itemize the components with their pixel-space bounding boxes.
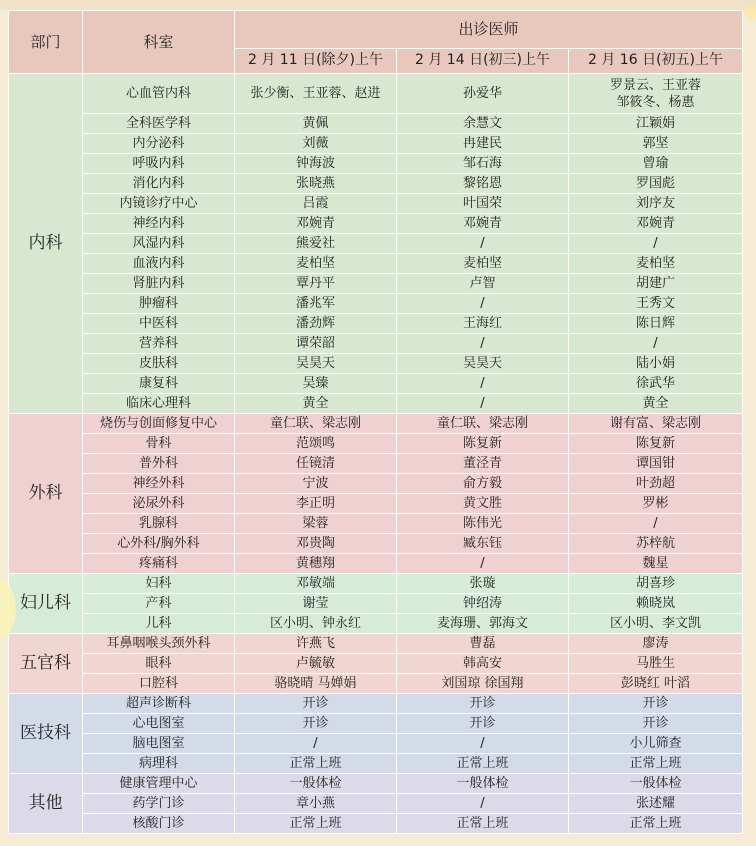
room-name: 产科 bbox=[83, 594, 235, 614]
table-row bbox=[9, 814, 743, 834]
doctor-cell-date3: 魏星 bbox=[569, 554, 743, 574]
doctor-cell-date2: 余慧文 bbox=[397, 114, 569, 134]
room-name: 心血管内科 bbox=[83, 74, 235, 114]
room-name: 神经外科 bbox=[83, 474, 235, 494]
doctor-cell-date2: 叶国荣 bbox=[397, 194, 569, 214]
doctor-cell-date1: 梁蓉 bbox=[235, 514, 397, 534]
doctor-cell-date1: 卢毓敏 bbox=[235, 654, 397, 674]
doctor-cell-date1: 童仁联、梁志刚 bbox=[235, 414, 397, 434]
doctor-cell-date1: 潘劲辉 bbox=[235, 314, 397, 334]
doctor-cell-date3: / bbox=[569, 234, 743, 254]
table-row bbox=[9, 494, 743, 514]
room-name: 内镜诊疗中心 bbox=[83, 194, 235, 214]
table-row bbox=[9, 454, 743, 474]
doctor-cell-date1: 黄穗翔 bbox=[235, 554, 397, 574]
doctor-cell-date1: 覃丹平 bbox=[235, 274, 397, 294]
room-name: 超声诊断科 bbox=[83, 694, 235, 714]
doctor-cell-date2: 邓婉青 bbox=[397, 214, 569, 234]
doctor-cell-date1: 李正明 bbox=[235, 494, 397, 514]
room-name: 内分泌科 bbox=[83, 134, 235, 154]
doctor-cell-date2: 陈伟光 bbox=[397, 514, 569, 534]
doctor-cell-date3: 郭坚 bbox=[569, 134, 743, 154]
doctor-cell-date1: 开诊 bbox=[235, 694, 397, 714]
table-row bbox=[9, 714, 743, 734]
table-row bbox=[9, 614, 743, 634]
doctor-cell-date2: 吴昊天 bbox=[397, 354, 569, 374]
doctor-cell-date1: 邓婉青 bbox=[235, 214, 397, 234]
doctor-cell-date2: 俞方毅 bbox=[397, 474, 569, 494]
table-row bbox=[9, 474, 743, 494]
table-row bbox=[9, 374, 743, 394]
doctor-cell-date3: 邓婉青 bbox=[569, 214, 743, 234]
doctor-cell-date3: 正常上班 bbox=[569, 814, 743, 834]
room-name: 乳腺科 bbox=[83, 514, 235, 534]
doctor-cell-date3: 胡喜珍 bbox=[569, 574, 743, 594]
doctor-cell-date1: 区小明、钟永红 bbox=[235, 614, 397, 634]
room-name: 风湿内科 bbox=[83, 234, 235, 254]
doctor-cell-date1: / bbox=[235, 734, 397, 754]
doctor-cell-date3: 陈日辉 bbox=[569, 314, 743, 334]
room-name: 儿科 bbox=[83, 614, 235, 634]
doctor-cell-date3: 黄全 bbox=[569, 394, 743, 414]
header-date-1: 2 月 11 日(除夕)上午 bbox=[235, 48, 397, 73]
doctor-cell-date1: 吴臻 bbox=[235, 374, 397, 394]
room-name: 肿瘤科 bbox=[83, 294, 235, 314]
doctor-cell-date1: 骆晓晴 马婵娟 bbox=[235, 674, 397, 694]
doctor-cell-date2: 刘国琼 徐国翔 bbox=[397, 674, 569, 694]
room-name: 眼科 bbox=[83, 654, 235, 674]
room-name: 消化内科 bbox=[83, 174, 235, 194]
table-row bbox=[9, 794, 743, 814]
doctor-cell-date2: 臧东钰 bbox=[397, 534, 569, 554]
doctor-cell-date1: 章小燕 bbox=[235, 794, 397, 814]
doctor-cell-date3: 张述耀 bbox=[569, 794, 743, 814]
doctor-cell-date2: 一般体检 bbox=[397, 774, 569, 794]
doctor-cell-date1: 范颂鸣 bbox=[235, 434, 397, 454]
top-strip bbox=[0, 0, 756, 10]
room-name: 耳鼻咽喉头颈外科 bbox=[83, 634, 235, 654]
doctor-cell-date1: 谢莹 bbox=[235, 594, 397, 614]
room-name: 核酸门诊 bbox=[83, 814, 235, 834]
header-date-3: 2 月 16 日(初五)上午 bbox=[569, 48, 743, 73]
doctor-cell-date2: 正常上班 bbox=[397, 754, 569, 774]
table-row bbox=[9, 674, 743, 694]
table-row bbox=[9, 554, 743, 574]
doctor-cell-date3: 谢有富、梁志刚 bbox=[569, 414, 743, 434]
room-name: 营养科 bbox=[83, 334, 235, 354]
room-name: 泌尿外科 bbox=[83, 494, 235, 514]
table-row bbox=[9, 214, 743, 234]
room-name: 骨科 bbox=[83, 434, 235, 454]
table-row bbox=[9, 274, 743, 294]
table-row bbox=[9, 734, 743, 754]
schedule-table bbox=[8, 10, 743, 834]
doctor-cell-date2: / bbox=[397, 294, 569, 314]
table-row bbox=[9, 334, 743, 354]
doctor-cell-date3: 谭国钳 bbox=[569, 454, 743, 474]
table-row bbox=[9, 294, 743, 314]
doctor-cell-date1: 一般体检 bbox=[235, 774, 397, 794]
decoration-blob-top bbox=[744, 4, 756, 20]
table-row bbox=[9, 154, 743, 174]
doctor-cell-date2: 黄文胜 bbox=[397, 494, 569, 514]
doctor-cell-date2: 邹石海 bbox=[397, 154, 569, 174]
dept-name: 内科 bbox=[9, 74, 83, 414]
doctor-cell-date2: 曹磊 bbox=[397, 634, 569, 654]
room-name: 康复科 bbox=[83, 374, 235, 394]
room-name: 烧伤与创面修复中心 bbox=[83, 414, 235, 434]
room-name: 普外科 bbox=[83, 454, 235, 474]
room-name: 血液内科 bbox=[83, 254, 235, 274]
room-name: 疼痛科 bbox=[83, 554, 235, 574]
table-row bbox=[9, 234, 743, 254]
doctor-cell-date3: 彭晓红 叶滔 bbox=[569, 674, 743, 694]
table-row bbox=[9, 134, 743, 154]
table-row bbox=[9, 194, 743, 214]
doctor-cell-date1: 黄佩 bbox=[235, 114, 397, 134]
doctor-cell-date1: 钟海波 bbox=[235, 154, 397, 174]
doctor-cell-date3: 刘序友 bbox=[569, 194, 743, 214]
room-name: 脑电图室 bbox=[83, 734, 235, 754]
table-row bbox=[9, 114, 743, 134]
doctor-cell-date2: 童仁联、梁志刚 bbox=[397, 414, 569, 434]
table-row bbox=[9, 574, 743, 594]
doctor-cell-date3: 徐武华 bbox=[569, 374, 743, 394]
doctor-cell-date1: 邓敏端 bbox=[235, 574, 397, 594]
doctor-cell-date2: 董泾青 bbox=[397, 454, 569, 474]
doctor-cell-date3: 王秀文 bbox=[569, 294, 743, 314]
doctor-cell-date2: 孙爱华 bbox=[397, 74, 569, 114]
room-name: 中医科 bbox=[83, 314, 235, 334]
doctor-cell-date1: 宁波 bbox=[235, 474, 397, 494]
doctor-cell-date3: 赖晓岚 bbox=[569, 594, 743, 614]
doctor-cell-date1: 吕霞 bbox=[235, 194, 397, 214]
doctor-cell-date1: 刘薇 bbox=[235, 134, 397, 154]
doctor-cell-date3: 一般体检 bbox=[569, 774, 743, 794]
doctor-cell-date2: 麦柏坚 bbox=[397, 254, 569, 274]
room-name: 妇科 bbox=[83, 574, 235, 594]
doctor-cell-date3: 陆小娟 bbox=[569, 354, 743, 374]
doctor-cell-date2: 麦海珊、郭海文 bbox=[397, 614, 569, 634]
doctor-cell-date3: 曾瑜 bbox=[569, 154, 743, 174]
doctor-cell-date1: 许燕飞 bbox=[235, 634, 397, 654]
room-name: 健康管理中心 bbox=[83, 774, 235, 794]
table-row bbox=[9, 654, 743, 674]
doctor-cell-date2: / bbox=[397, 234, 569, 254]
doctor-cell-date2: / bbox=[397, 554, 569, 574]
doctor-cell-date1: 正常上班 bbox=[235, 814, 397, 834]
doctor-cell-date3: 叶劲超 bbox=[569, 474, 743, 494]
table-row bbox=[9, 414, 743, 434]
doctor-cell-date1: 谭荣韶 bbox=[235, 334, 397, 354]
doctor-cell-date1: 麦柏坚 bbox=[235, 254, 397, 274]
dept-name: 五官科 bbox=[9, 634, 83, 694]
doctor-cell-date2: 张璇 bbox=[397, 574, 569, 594]
doctor-cell-date2: 冉建民 bbox=[397, 134, 569, 154]
doctor-cell-date2: 开诊 bbox=[397, 694, 569, 714]
table-row bbox=[9, 754, 743, 774]
doctor-cell-date3: / bbox=[569, 514, 743, 534]
doctor-cell-date1: 熊爱社 bbox=[235, 234, 397, 254]
doctor-cell-date2: 卢智 bbox=[397, 274, 569, 294]
doctor-cell-date1: 任镜清 bbox=[235, 454, 397, 474]
doctor-cell-date3: 江颖娟 bbox=[569, 114, 743, 134]
doctor-cell-date2: / bbox=[397, 794, 569, 814]
table-row bbox=[9, 434, 743, 454]
table-row bbox=[9, 314, 743, 334]
doctor-cell-date1: 潘兆军 bbox=[235, 294, 397, 314]
doctor-cell-date2: / bbox=[397, 394, 569, 414]
table-row bbox=[9, 594, 743, 614]
room-name: 呼吸内科 bbox=[83, 154, 235, 174]
room-name: 全科医学科 bbox=[83, 114, 235, 134]
schedule-body bbox=[9, 74, 743, 834]
doctor-cell-date2: / bbox=[397, 734, 569, 754]
doctor-cell-date3: / bbox=[569, 334, 743, 354]
doctor-cell-date3: 胡建广 bbox=[569, 274, 743, 294]
doctor-cell-date3: 小儿筛查 bbox=[569, 734, 743, 754]
doctor-cell-date2: 陈复新 bbox=[397, 434, 569, 454]
table-row bbox=[9, 394, 743, 414]
doctor-cell-date2: 韩高安 bbox=[397, 654, 569, 674]
doctor-cell-date1: 正常上班 bbox=[235, 754, 397, 774]
table-row bbox=[9, 174, 743, 194]
doctor-cell-date3: 开诊 bbox=[569, 694, 743, 714]
doctor-cell-date3: 正常上班 bbox=[569, 754, 743, 774]
table-row bbox=[9, 514, 743, 534]
dept-name: 医技科 bbox=[9, 694, 83, 774]
doctor-cell-date1: 张晓燕 bbox=[235, 174, 397, 194]
dept-name: 外科 bbox=[9, 414, 83, 574]
table-row bbox=[9, 634, 743, 654]
dept-name: 妇儿科 bbox=[9, 574, 83, 634]
table-row bbox=[9, 774, 743, 794]
header-room: 科室 bbox=[83, 11, 235, 74]
doctor-cell-date3: 开诊 bbox=[569, 714, 743, 734]
header-date-2: 2 月 14 日(初三)上午 bbox=[397, 48, 569, 73]
doctor-cell-date3: 区小明、李文凯 bbox=[569, 614, 743, 634]
room-name: 肾脏内科 bbox=[83, 274, 235, 294]
table-row bbox=[9, 534, 743, 554]
doctor-cell-date2: 钟绍涛 bbox=[397, 594, 569, 614]
room-name: 药学门诊 bbox=[83, 794, 235, 814]
header-doctors: 出诊医师 bbox=[235, 11, 743, 49]
table-row bbox=[9, 74, 743, 114]
doctor-cell-date3: 廖涛 bbox=[569, 634, 743, 654]
doctor-cell-date1: 张少衡、王亚蓉、赵进 bbox=[235, 74, 397, 114]
room-name: 心外科/胸外科 bbox=[83, 534, 235, 554]
doctor-cell-date3: 罗彬 bbox=[569, 494, 743, 514]
table-row bbox=[9, 254, 743, 274]
doctor-cell-date2: 开诊 bbox=[397, 714, 569, 734]
doctor-cell-date3: 罗景云、王亚蓉 邹筱冬、杨惠 bbox=[569, 74, 743, 114]
doctor-cell-date1: 邓贵陶 bbox=[235, 534, 397, 554]
room-name: 病理科 bbox=[83, 754, 235, 774]
doctor-cell-date2: / bbox=[397, 374, 569, 394]
room-name: 临床心理科 bbox=[83, 394, 235, 414]
doctor-cell-date1: 开诊 bbox=[235, 714, 397, 734]
doctor-cell-date3: 罗国彪 bbox=[569, 174, 743, 194]
doctor-cell-date1: 吴昊天 bbox=[235, 354, 397, 374]
room-name: 皮肤科 bbox=[83, 354, 235, 374]
doctor-cell-date2: 正常上班 bbox=[397, 814, 569, 834]
doctor-cell-date2: 黎铭恩 bbox=[397, 174, 569, 194]
doctor-cell-date2: 王海红 bbox=[397, 314, 569, 334]
doctor-cell-date3: 麦柏坚 bbox=[569, 254, 743, 274]
doctor-cell-date2: / bbox=[397, 334, 569, 354]
header-dept: 部门 bbox=[9, 11, 83, 74]
dept-name: 其他 bbox=[9, 774, 83, 834]
doctor-cell-date3: 陈复新 bbox=[569, 434, 743, 454]
doctor-cell-date1: 黄全 bbox=[235, 394, 397, 414]
room-name: 心电图室 bbox=[83, 714, 235, 734]
room-name: 神经内科 bbox=[83, 214, 235, 234]
table-row bbox=[9, 354, 743, 374]
table-row bbox=[9, 694, 743, 714]
doctor-cell-date3: 苏梓航 bbox=[569, 534, 743, 554]
room-name: 口腔科 bbox=[83, 674, 235, 694]
doctor-cell-date3: 马胜生 bbox=[569, 654, 743, 674]
